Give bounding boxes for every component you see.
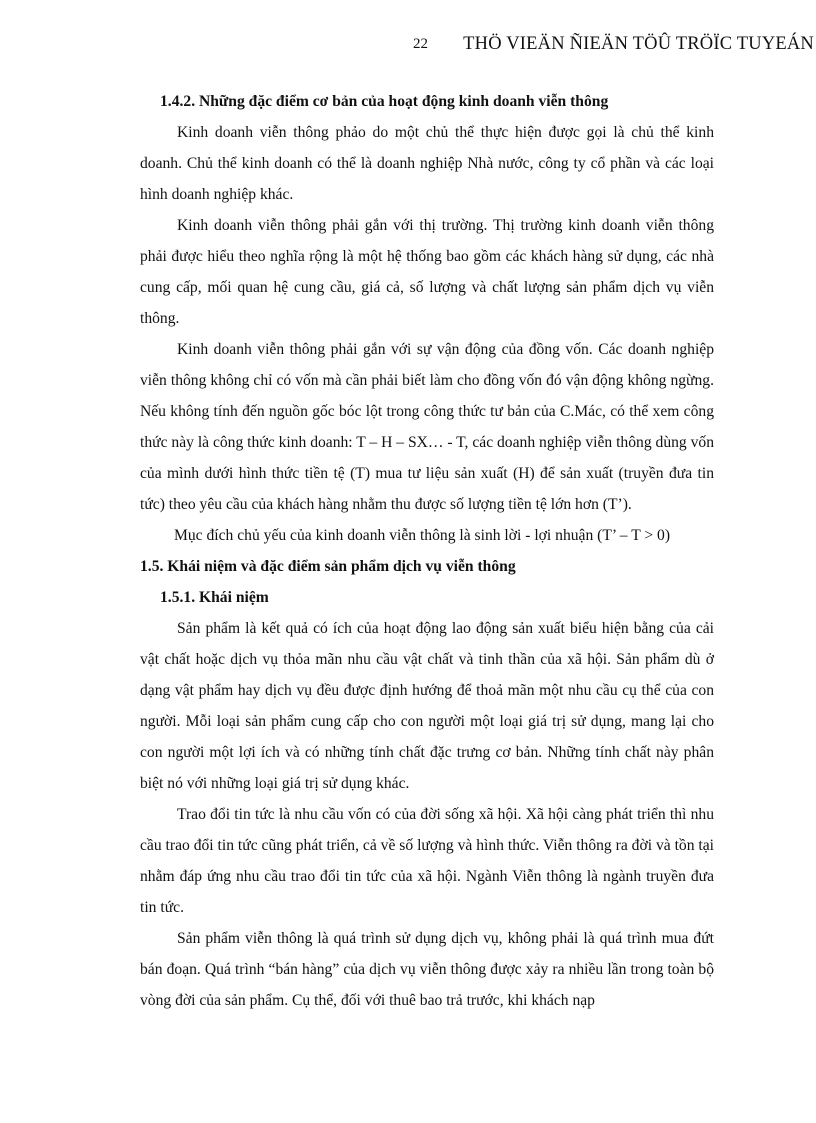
- purpose-line: Mục đích chủ yếu của kinh doanh viễn thông là sinh lời - lợi nhuận (T’ – T > 0): [174, 527, 671, 544]
- page-header: [0, 34, 816, 60]
- paragraph: Kinh doanh viễn thông phải gắn với sự vận động của đồng vốn. Các doanh nghiệp viễn thông không chỉ có vốn mà cần phải biết làm cho đồng vốn đó vận động không ngừng. Nếu không tính đến nguồn gốc bóc lột trong công thức tư bản của C.Mác, có thể xem công thức này là công thức kinh doanh: T – H – SX… - T, các doanh nghiệp viễn thông dùng vốn của mình dưới hình thức tiền tệ (T) mua tư liệu sản xuất (H) để sản xuất (truyền đưa tin tức) theo yêu cầu của khách hàng nhằm thu được số lượng tiền tệ lớn hơn (T’).: [140, 341, 714, 513]
- section-heading-1-5: 1.5. Khái niệm và đặc điểm sản phẩm dịch vụ viễn thông: [140, 558, 516, 575]
- document-body: [140, 86, 714, 1016]
- header-title: THÖ VIEÄN ÑIEÄN TÖÛ TRÖÏC TUYEÁN: [463, 34, 814, 54]
- section-heading-1-4-2: 1.4.2. Những đặc điểm cơ bản của hoạt động kinh doanh viễn thông: [160, 93, 609, 110]
- page-number: 22: [413, 36, 428, 52]
- paragraph: Kinh doanh viễn thông phải gắn với thị trường. Thị trường kinh doanh viễn thông phải được hiểu theo nghĩa rộng là một hệ thống bao gồm các khách hàng sử dụng, các nhà cung cấp, mối quan hệ cung cầu, giá cả, số lượng và chất lượng sản phẩm dịch vụ viễn thông.: [140, 217, 714, 327]
- paragraph: Kinh doanh viễn thông phảo do một chủ thể thực hiện được gọi là chủ thể kinh doanh. Chủ thể kinh doanh có thể là doanh nghiệp Nhà nước, công ty cổ phần và các loại hình doanh nghiệp khác.: [140, 124, 714, 203]
- paragraph: Sản phẩm là kết quả có ích của hoạt động lao động sản xuất biểu hiện bằng của cải vật chất hoặc dịch vụ thỏa mãn nhu cầu vật chất và tinh thần của xã hội. Sản phẩm dù ở dạng vật phẩm hay dịch vụ đều được định hướng để thoả mãn một nhu cầu cụ thể của con người. Mỗi loại sản phẩm cung cấp cho con người một loại giá trị sử dụng, mang lại cho con người một lợi ích và có những tính chất đặc trưng cơ bản. Những tính chất này phân biệt nó với những loại giá trị sử dụng khác.: [140, 620, 714, 792]
- section-heading-1-5-1: 1.5.1. Khái niệm: [160, 589, 269, 606]
- paragraph: Trao đổi tin tức là nhu cầu vốn có của đời sống xã hội. Xã hội càng phát triển thì nhu cầu trao đổi tin tức cũng phát triển, cả về số lượng và hình thức. Viễn thông ra đời và tồn tại nhằm đáp ứng nhu cầu trao đổi tin tức của xã hội. Ngành Viễn thông là ngành truyền đưa tin tức.: [140, 806, 714, 916]
- paragraph: Sản phẩm viễn thông là quá trình sử dụng dịch vụ, không phải là quá trình mua đứt bán đoạn. Quá trình “bán hàng” của dịch vụ viễn thông được xảy ra nhiều lần trong toàn bộ vòng đời của sản phẩm. Cụ thể, đối với thuê bao trả trước, khi khách nạp: [140, 930, 714, 1009]
